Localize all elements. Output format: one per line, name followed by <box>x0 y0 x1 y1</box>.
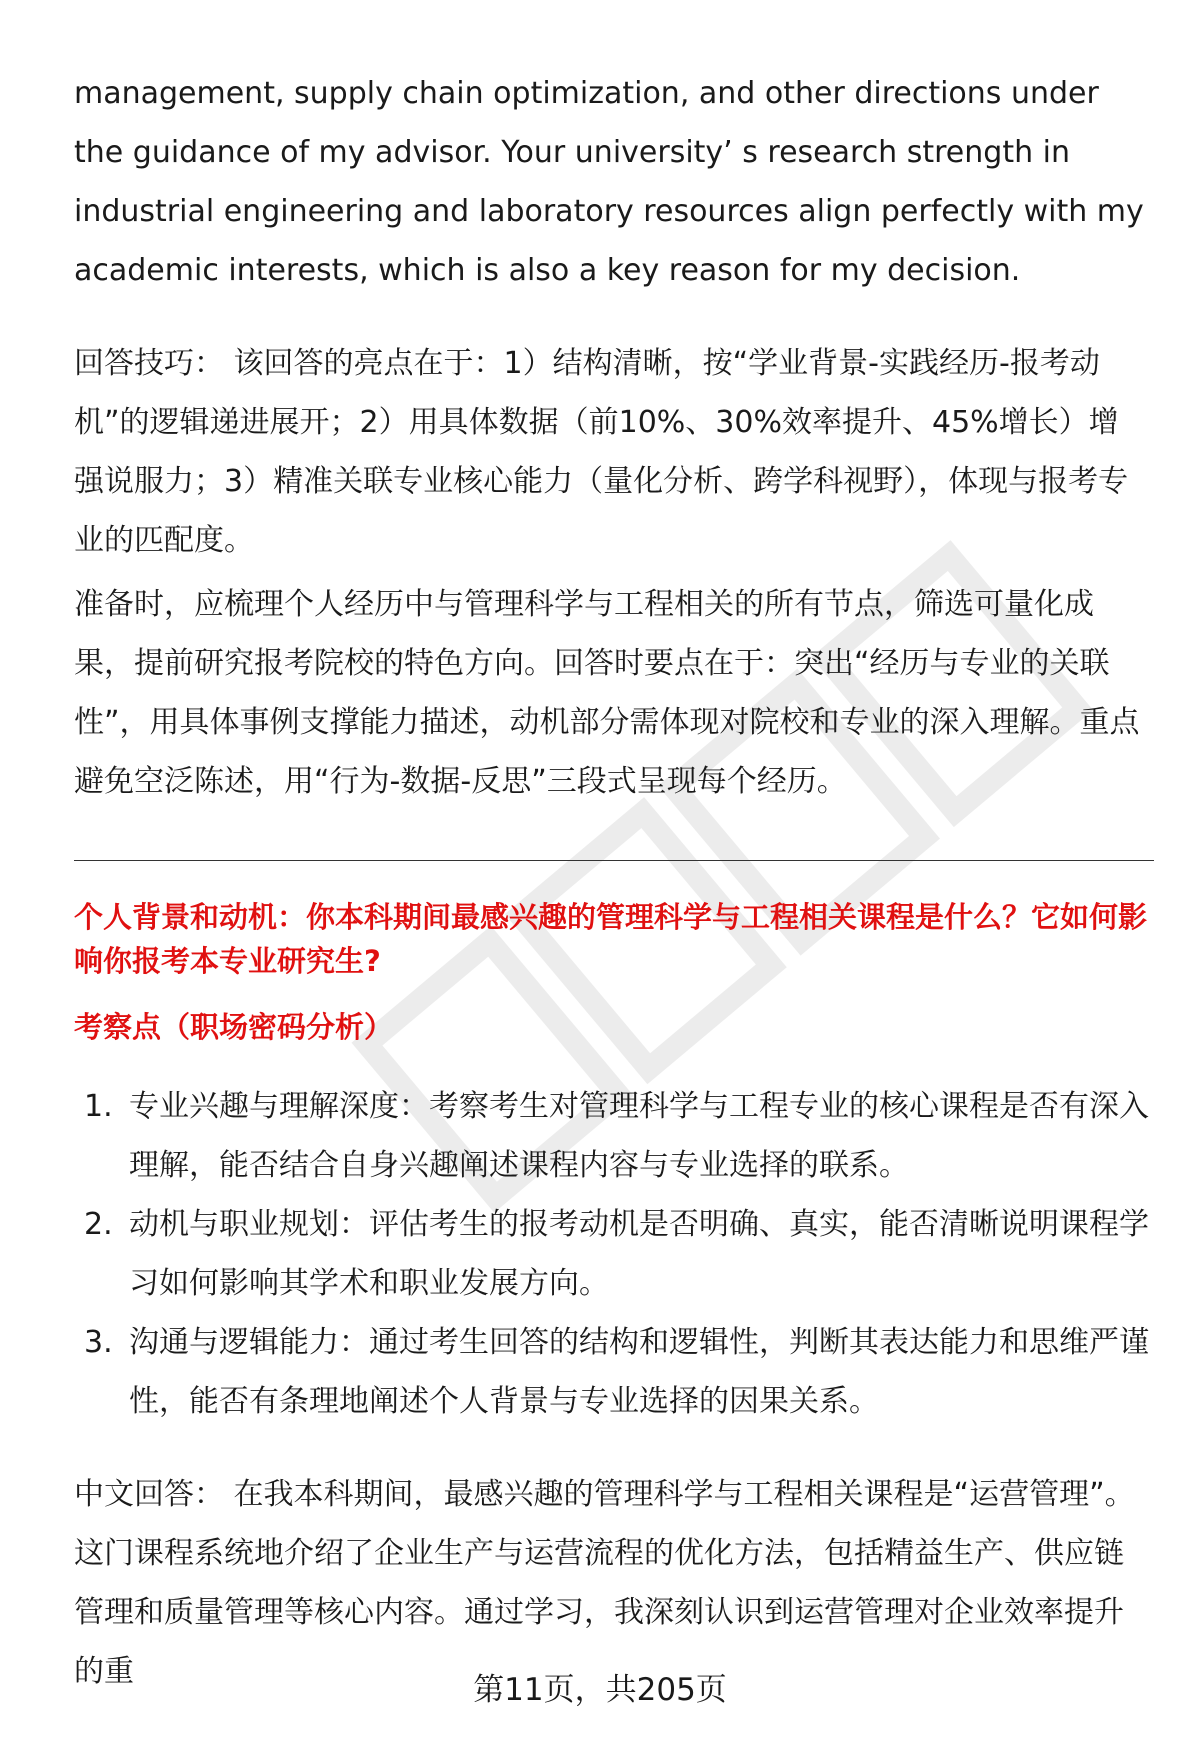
question-heading: 个人背景和动机：你本科期间最感兴趣的管理科学与工程相关课程是什么？它如何影响你报考本专业研究生? <box>74 900 1148 978</box>
assessment-points-list <box>74 1077 1154 1431</box>
list-item-text: 动机与职业规划：评估考生的报考动机是否明确、真实，能否清晰说明课程学习如何影响其学术和职业发展方向。 <box>129 1207 1149 1301</box>
list-item-text: 沟通与逻辑能力：通过考生回答的结构和逻辑性，判断其表达能力和思维严谨性，能否有条理地阐述个人背景与专业选择的因果关系。 <box>129 1325 1149 1419</box>
list-item-number: 3. <box>84 1325 113 1360</box>
list-item-number: 1. <box>84 1089 113 1124</box>
chinese-answer-paragraph: 中文回答： 在我本科期间，最感兴趣的管理科学与工程相关课程是“运营管理”。这门课程系统地介绍了企业生产与运营流程的优化方法，包括精益生产、供应链管理和质量管理等核心内容。通过学习，我深刻认识到运营管理对企业效率提升的重 <box>74 1477 1135 1689</box>
section-divider <box>74 860 1154 861</box>
list-item <box>74 1195 1154 1313</box>
intro-english-paragraph: management, supply chain optimization, and other directions under the guidance of my advisor. Your university’ s research strength in industrial engineering and laboratory resources align perfectly with my academic interests, which is also a key reason for my decision. <box>74 76 1144 288</box>
preparation-paragraph: 准备时，应梳理个人经历中与管理科学与工程相关的所有节点，筛选可量化成果，提前研究报考院校的特色方向。回答时要点在于：突出“经历与专业的关联性”，用具体事例支撑能力描述，动机部分需体现对院校和专业的深入理解。重点避免空泛陈述，用“行为-数据-反思”三段式呈现每个经历。 <box>74 587 1140 799</box>
page-number-footer: 第11页，共205页 <box>473 1672 727 1708</box>
section-heading: 考察点（职场密码分析） <box>74 1010 394 1044</box>
list-item <box>74 1077 1154 1195</box>
list-item-text: 专业兴趣与理解深度：考察考生对管理科学与工程专业的核心课程是否有深入理解，能否结合自身兴趣阐述课程内容与专业选择的联系。 <box>129 1089 1149 1183</box>
list-item-number: 2. <box>84 1207 113 1242</box>
answer-tips-paragraph: 回答技巧： 该回答的亮点在于：1）结构清晰，按“学业背景-实践经历-报考动机”的逻辑递进展开；2）用具体数据（前10%、30%效率提升、45%增长）增强说服力；3）精准关联专业核心能力（量化分析、跨学科视野），体现与报考专业的匹配度。 <box>74 346 1129 558</box>
list-item <box>74 1313 1154 1431</box>
